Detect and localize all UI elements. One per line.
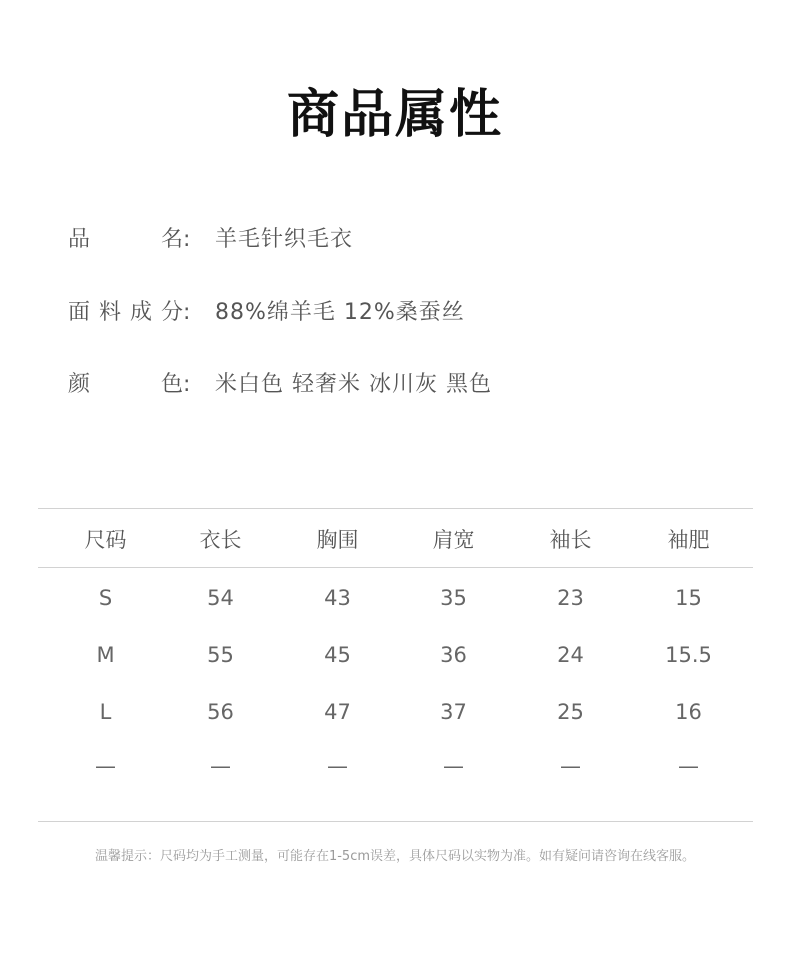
table-row	[38, 635, 753, 675]
table-cell: 54	[207, 586, 234, 610]
table-cell: 45	[324, 643, 351, 667]
table-cell: —	[210, 754, 231, 778]
table-cell: 36	[440, 643, 467, 667]
attribute-label: 颜 色	[68, 372, 183, 397]
header-cell: 胸围	[316, 528, 359, 552]
attribute-label: 品 名	[68, 227, 183, 252]
table-cell: 15.5	[665, 643, 712, 667]
table-cell: 25	[557, 700, 584, 724]
table-cell: 56	[207, 700, 234, 724]
table-cell: 37	[440, 700, 467, 724]
table-header-divider	[38, 567, 753, 568]
attribute-colon: :	[183, 372, 191, 397]
table-header-row	[38, 520, 753, 560]
table-cell: 47	[324, 700, 351, 724]
table-cell: 16	[675, 700, 702, 724]
attribute-label: 面 料 成 分	[68, 300, 183, 325]
table-cell: —	[560, 754, 581, 778]
attribute-value: 米白色 轻奢米 冰川灰 黑色	[215, 372, 492, 397]
table-cell: 15	[675, 586, 702, 610]
header-cell: 袖长	[549, 528, 592, 552]
header-cell: 尺码	[84, 528, 127, 552]
table-cell: 23	[557, 586, 584, 610]
table-cell: —	[95, 754, 116, 778]
header-cell: 袖肥	[667, 528, 710, 552]
measurement-note: 温馨提示：尺码均为手工测量，可能存在1-5cm误差，具体尺码以实物为准。如有疑问请咨询在线客服。	[94, 849, 696, 864]
table-cell: L	[99, 700, 112, 724]
table-cell: —	[678, 754, 699, 778]
attribute-colon: :	[183, 300, 191, 325]
header-cell: 肩宽	[432, 528, 475, 552]
table-bottom-divider	[38, 821, 753, 822]
table-cell: 35	[440, 586, 467, 610]
table-row	[38, 692, 753, 732]
table-cell: —	[327, 754, 348, 778]
attribute-value: 羊毛针织毛衣	[215, 227, 354, 252]
table-cell: M	[96, 643, 115, 667]
table-cell: 55	[207, 643, 234, 667]
table-row	[38, 746, 753, 786]
table-cell: 43	[324, 586, 351, 610]
table-cell: 24	[557, 643, 584, 667]
table-top-divider	[38, 508, 753, 509]
table-cell: S	[98, 586, 113, 610]
table-cell: —	[443, 754, 464, 778]
attribute-colon: :	[183, 227, 191, 252]
header-cell: 衣长	[199, 528, 242, 552]
attribute-value: 88%绵羊毛 12%桑蚕丝	[215, 300, 465, 325]
page-title: 商品属性	[286, 85, 503, 145]
table-row	[38, 578, 753, 618]
